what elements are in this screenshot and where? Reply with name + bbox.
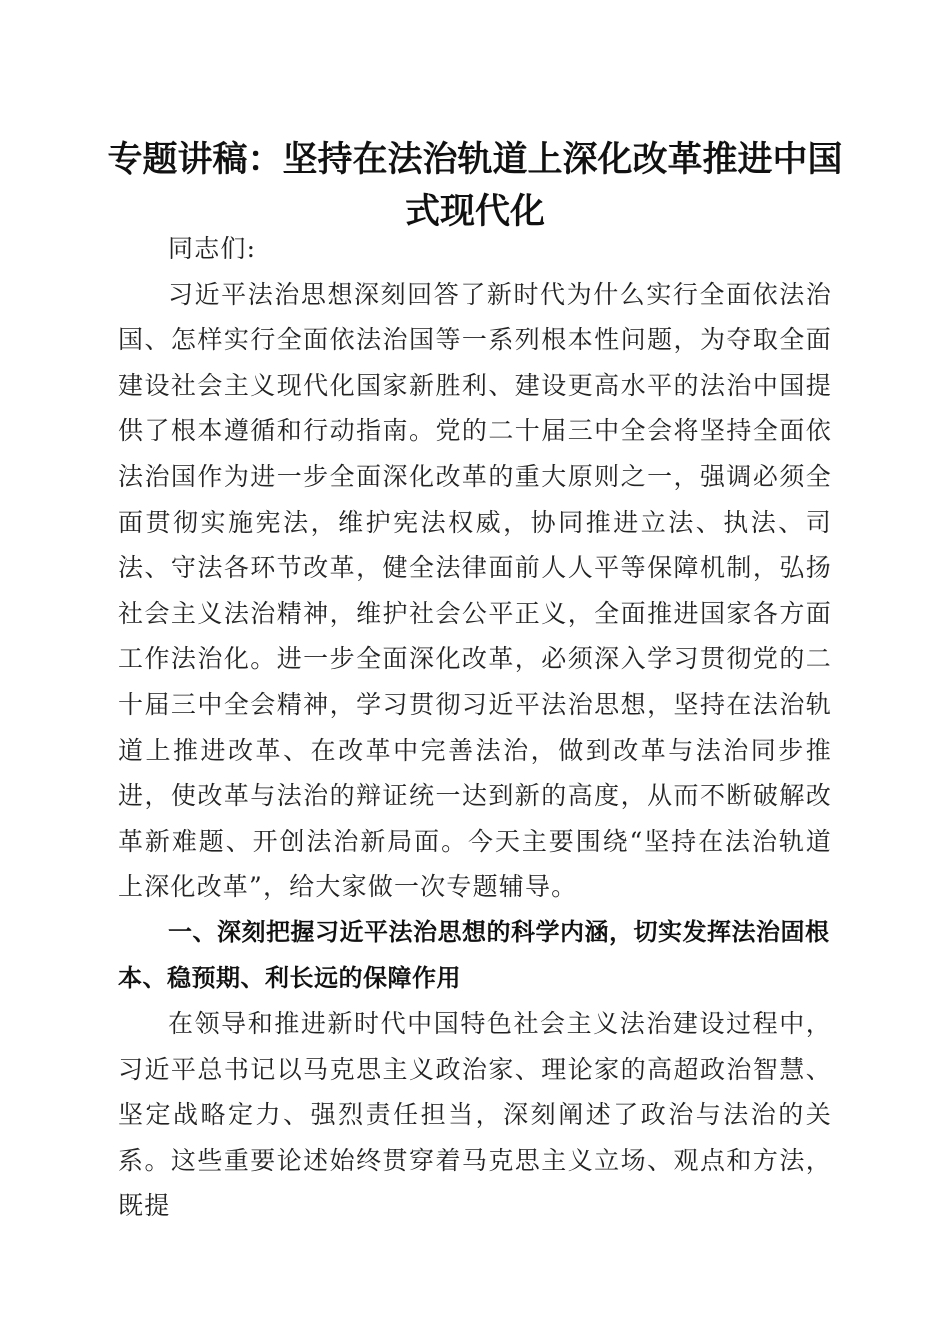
salutation: 同志们: <box>168 234 257 263</box>
paragraph: 在领导和推进新时代中国特色社会主义法治建设过程中，习近平总书记以马克思主义政治家、理论家的高超政治智慧、坚定战略定力、强烈责任担当，深刻阐述了政治与法治的关系。这些重要论述始终贯穿着马克思主义立场、观点和方法，既提 <box>118 1009 832 1221</box>
document-title: 专题讲稿：坚持在法治轨道上深化改革推进中国式现代化 <box>107 139 843 232</box>
paragraph: 习近平法治思想深刻回答了新时代为什么实行全面依法治国、怎样实行全面依法治国等一系列根本性问题，为夺取全面建设社会主义现代化国家新胜利、建设更高水平的法治中国提供了根本遵循和行动指南。党的二十届三中全会将坚持全面依法治国作为进一步全面深化改革的重大原则之一，强调必须全面贯彻实施宪法，维护宪法权威，协同推进立法、执法、司法、守法各环节改革，健全法律面前人人平等保障机制，弘扬社会主义法治精神，维护社会公平正义，全面推进国家各方面工作法治化。进一步全面深化改革，必须深入学习贯彻党的二十届三中全会精神，学习贯彻习近平法治思想，坚持在法治轨道上推进改革、在改革中完善法治，做到改革与法治同步推进，使改革与法治的辩证统一达到新的高度，从而不断破解改革新难题、开创法治新局面。今天主要围绕“坚持在法治轨道上深化改革”，给大家做一次专题辅导。 <box>118 279 832 902</box>
document-body <box>118 226 832 1229</box>
section-heading: 一、深刻把握习近平法治思想的科学内涵，切实发挥法治固根本、稳预期、利长远的保障作用 <box>118 917 830 992</box>
